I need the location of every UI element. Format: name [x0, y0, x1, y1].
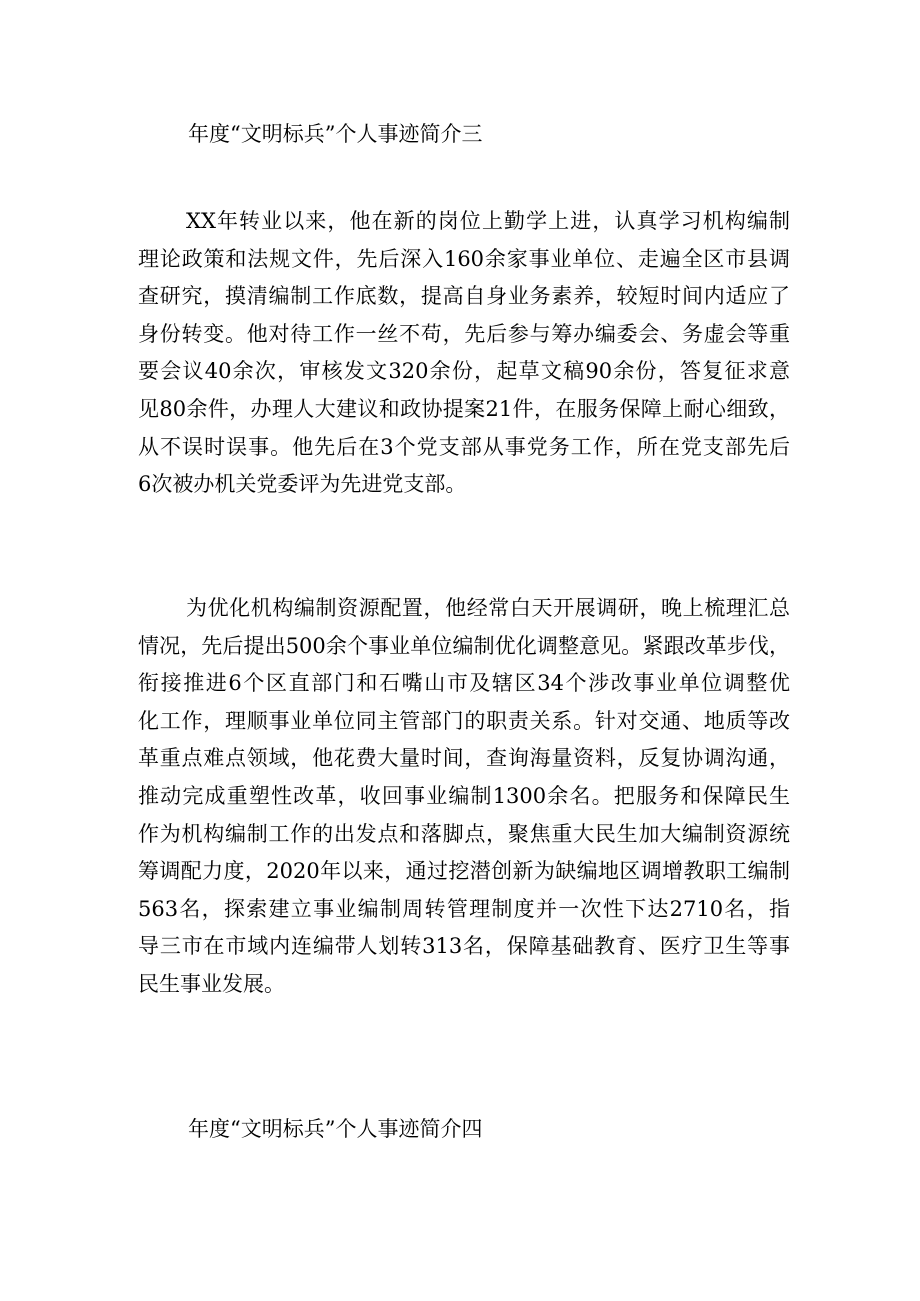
paragraph-line: 衔接推进6个区直部门和石嘴山市及辖区34个涉改事业单位调整优 [138, 671, 790, 696]
paragraph-line: 革重点难点领域，他花费大量时间，查询海量资料，反复协调沟通， [138, 746, 790, 771]
section-heading-four: 年度“文明标兵”个人事迹简介四 [188, 1117, 483, 1141]
paragraph-line: 查研究，摸清编制工作底数，提高自身业务素养，较短时间内适应了 [138, 284, 790, 309]
paragraph-line: 理论政策和法规文件，先后深入160余家事业单位、走遍全区市县调 [138, 246, 790, 271]
paragraph-line: 6次被办机关党委评为先进党支部。 [138, 472, 467, 497]
paragraph-line: 要会议40余次，审核发文320余份，起草文稿90余份，答复征求意 [138, 359, 790, 384]
paragraph-line: 民生事业发展。 [138, 971, 285, 996]
paragraph-line: 导三市在市域内连编带人划转313名，保障基础教育、医疗卫生等事 [138, 934, 790, 959]
paragraph-line: 为优化机构编制资源配置，他经常白天开展调研，晚上梳理汇总 [186, 596, 790, 620]
paragraph-two [138, 590, 790, 1004]
paragraph-line: 化工作，理顺事业单位同主管部门的职责关系。针对交通、地质等改 [138, 708, 790, 733]
paragraph-line: 筹调配力度，2020年以来，通过挖潜创新为缺编地区调增教职工编制 [138, 859, 790, 884]
paragraph-line: XX年转业以来，他在新的岗位上勤学上进，认真学习机构编制 [186, 209, 790, 233]
paragraph-line: 563名，探索建立事业编制周转管理制度并一次性下达2710名，指 [138, 896, 790, 921]
paragraph-line: 推动完成重塑性改革，收回事业编制1300余名。把服务和保障民生 [138, 783, 790, 808]
paragraph-line: 身份转变。他对待工作一丝不苟，先后参与筹办编委会、务虚会等重 [138, 321, 790, 346]
paragraph-line: 从不误时误事。他先后在3个党支部从事党务工作，所在党支部先后 [138, 434, 790, 459]
section-heading-three: 年度“文明标兵”个人事迹简介三 [188, 122, 483, 146]
paragraph-one [138, 203, 790, 504]
paragraph-line: 作为机构编制工作的出发点和落脚点，聚焦重大民生加大编制资源统 [138, 821, 790, 846]
paragraph-line: 见80余件，办理人大建议和政协提案21件，在服务保障上耐心细致， [138, 396, 790, 421]
paragraph-line: 情况，先后提出500余个事业单位编制优化调整意见。紧跟改革步伐， [138, 633, 790, 658]
